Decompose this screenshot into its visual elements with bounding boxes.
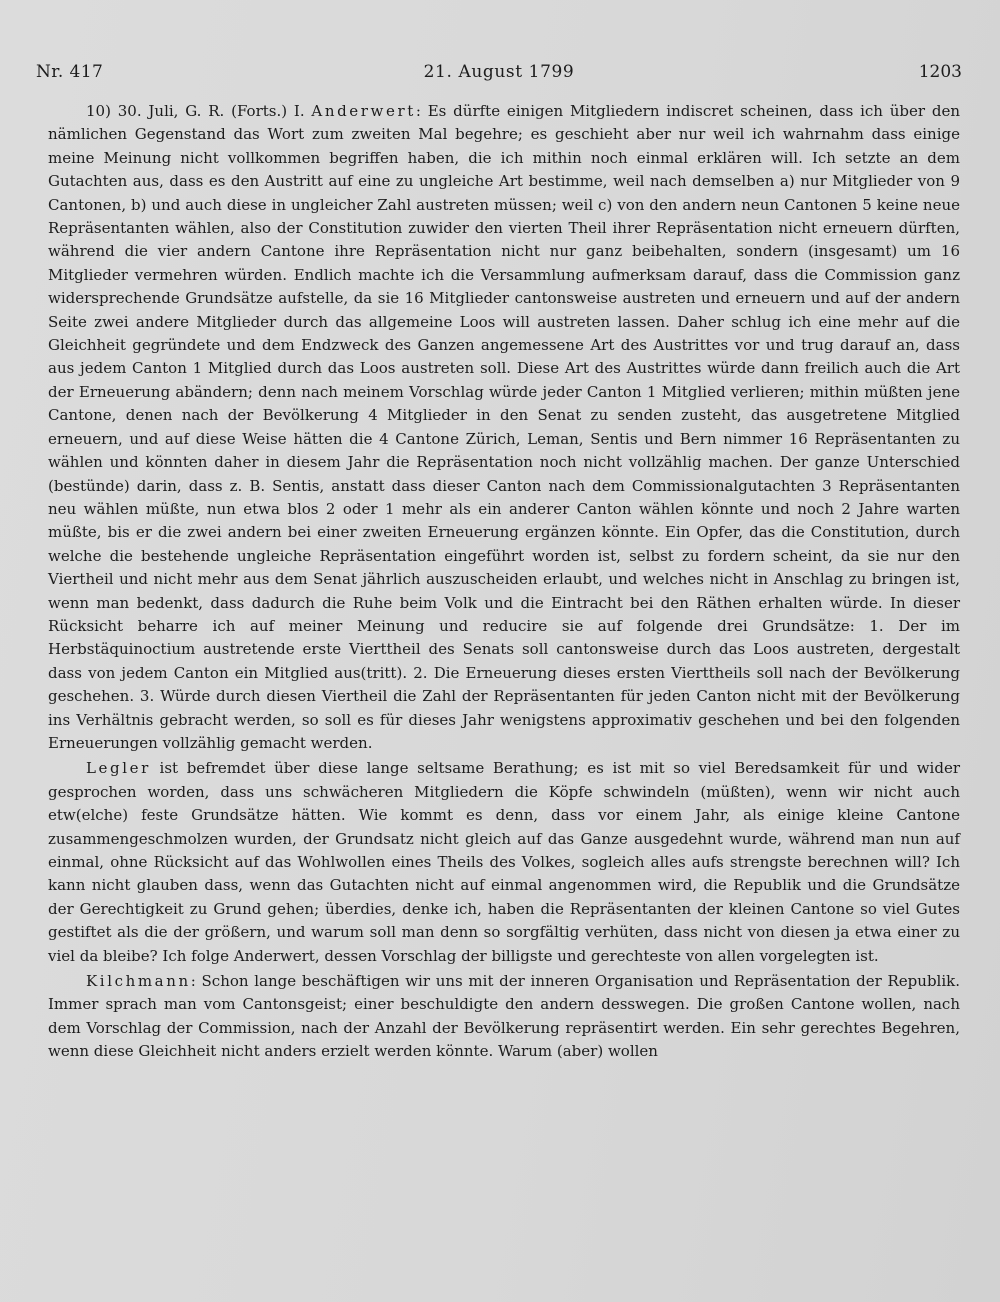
document-number: Nr. 417 bbox=[36, 62, 104, 82]
paragraph-kilchmann bbox=[48, 970, 960, 1064]
speaker-name: Legler bbox=[86, 759, 151, 778]
page-header bbox=[36, 62, 962, 90]
paragraph-text: : Schon lange beschäftigen wir uns mit der inneren Organisation und Repräsentation der Republik. Immer sprach man vom Cantonsgeist; einer beschuldigte den andern desswegen. Die großen Cantone wollen, nach dem Vorschlag der Commission, nach der Anzahl der Bevölkerung repräsentirt werden. Ein sehr gerechtes Begehren, wenn diese Gleichheit nicht anders erzielt werden könnte. Warum (aber) wollen bbox=[48, 972, 960, 1061]
paragraph-anderwert bbox=[48, 100, 960, 755]
paragraph-text: ist befremdet über diese lange seltsame Berathung; es ist mit so viel Beredsamkeit für und wider gesprochen worden, dass uns schwächeren Mitgliedern die Köpfe schwindeln (müßten), wenn wir nicht auch etw(elche) feste Grundsätze hätten. Wie kommt es denn, dass vor einem Jahr, als einige kleine Cantone zusammengeschmolzen wurden, der Grundsatz nicht gleich auf das Ganze ausgedehnt wurde, während man nun auf einmal, ohne Rücksicht auf das Wohlwollen eines Theils des Volkes, sogleich alles aufs strengste berechnen will? Ich kann nicht glauben dass, wenn das Gutachten nicht auf einmal angenommen wird, die Republik und die Grundsätze der Gerechtigkeit zu Grund gehen; überdies, denke ich, haben die Repräsentanten der kleinen Cantone so viel Gutes gestiftet als die der größern, und warum soll man denn so sorgfältig verhüten, dass nicht von diesen ja etwa einer zu viel da bleibe? Ich folge Anderwert, dessen Vorschlag der billigste und gerechteste von allen vorgelegten ist. bbox=[48, 759, 960, 965]
header-date: 21. August 1799 bbox=[423, 62, 575, 82]
document-body bbox=[48, 100, 960, 1064]
paragraph-lead: 10) 30. Juli, G. R. (Forts.) I. bbox=[86, 102, 312, 120]
speaker-name: Kilchmann bbox=[86, 972, 191, 991]
speaker-name: Anderwert bbox=[311, 102, 416, 120]
paragraph-text: : Es dürfte einigen Mitgliedern indiscret scheinen, dass ich über den nämlichen Gegenstand das Wort zum zweiten Mal begehre; es geschieht aber nur weil ich wahrnahm dass einige meine Meinung nicht vollkommen begriffen haben, die ich mithin noch einmal erklären will. Ich setzte an dem Gutachten aus, dass es den Austritt auf eine zu ungleiche Art bestimme, weil nach demselben a) nur Mitglieder von 9 Cantonen, b) und auch diese in ungleicher Zahl austreten müssen; weil c) von den andern neun Cantonen 5 keine neue Repräsentanten wählen, also der Constitution zuwider den vierten Theil ihrer Repräsentation nicht erneuern dürften, während die vier andern Cantone ihre Repräsentation nicht nur ganz beibehalten, sondern (insgesamt) um 16 Mitglieder vermehren würden. Endlich machte ich die Versammlung aufmerksam darauf, dass die Commission ganz widersprechende Grundsätze aufstelle, da sie 16 Mitglieder cantonsweise austreten und erneuern und auf der andern Seite zwei andere Mitglieder durch das allgemeine Loos will austreten lassen. Daher schlug ich eine mehr auf die Gleichheit gegründete und dem Endzweck des Ganzen angemessene Art des Austrittes vor und trug darauf an, dass aus jedem Canton 1 Mitglied durch das Loos austreten soll. Diese Art des Austrittes würde dann freilich auch die Art der Erneuerung abändern; denn nach meinem Vorschlag würde jeder Canton 1 Mitglied verlieren; mithin müßten jene Cantone, denen nach der Bevölkerung 4 Mitglieder in den Senat zu senden zusteht, das ausgetretene Mitglied erneuern, und auf diese Weise hätten die 4 Cantone Zürich, Leman, Sentis und Bern nimmer 16 Repräsentanten zu wählen und könnten daher in diesem Jahr die Repräsentation noch nicht vollzählig machen. Der ganze Unterschied (bestünde) darin, dass z. B. Sentis, anstatt dass dieser Canton nach dem Commissionalgutachten 3 Repräsentanten neu wählen müßte, nun etwa blos 2 oder 1 mehr als ein anderer Canton wählen könnte und noch 2 Jahre warten müßte, bis er die zwei andern bei einer zweiten Erneuerung ergänzen könnte. Ein Opfer, das die Constitution, durch welche die bestehende ungleiche Repräsentation eingeführt worden ist, selbst zu fordern scheint, da sie nur den Viertheil und nicht mehr aus dem Senat jährlich auszuscheiden erlaubt, und welches nicht in Anschlag zu bringen ist, wenn man bedenkt, dass dadurch die Ruhe beim Volk und die Eintracht bei den Räthen erhalten würde. In dieser Rücksicht beharre ich auf meiner Meinung und reducire sie auf folgende drei Grundsätze: 1. Der im Herbstäquinoctium austretende erste Vierttheil des Senats soll cantonsweise durch das Loos austreten, dergestalt dass von jedem Canton ein Mitglied aus(tritt). 2. Die Erneuerung dieses ersten Vierttheils soll nach der Bevölkerung geschehen. 3. Würde durch diesen Viertheil die Zahl der Repräsentanten für jeden Canton nicht mit der Bevölkerung ins Verhältnis gebracht werden, so soll es für dieses Jahr wenigstens approximativ geschehen und bei den folgenden Erneuerungen vollzählig gemacht werden. bbox=[48, 102, 960, 752]
page-number: 1203 bbox=[918, 62, 962, 82]
paragraph-legler bbox=[48, 757, 960, 968]
